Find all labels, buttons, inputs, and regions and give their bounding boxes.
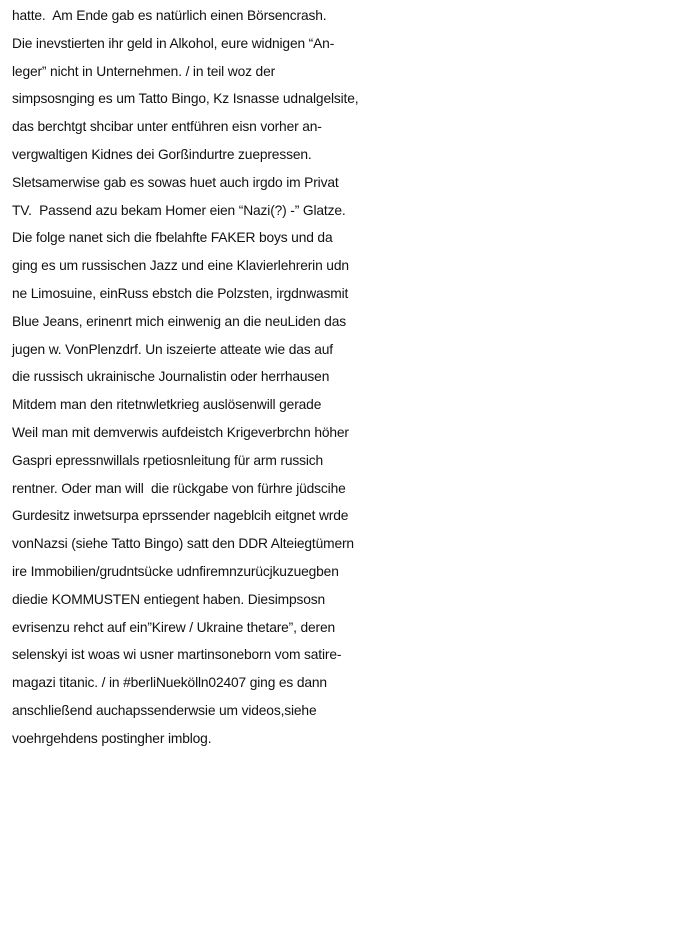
- text-line-18: rentner. Oder man will die rückgabe von fürhre jüdscihe: [12, 480, 346, 496]
- text-line-9: Die folge nanet sich die fbelahfte FAKER boys und da: [12, 230, 333, 246]
- text-line-22: diedie KOMMUSTEN entiegent haben. Diesimpsosn: [12, 591, 326, 607]
- text-line-13: jugen w. VonPlenzdrf. Un iszeierte atteate wie das auf: [12, 341, 333, 357]
- text-line-8: TV. Passend azu bekam Homer eien “Nazi(?) -” Glatze.: [12, 202, 346, 218]
- text-line-2: Die inevstierten ihr geld in Alkohol, eure widnigen “An-: [12, 35, 335, 51]
- text-line-10: ging es um russischen Jazz und eine Klavierlehrerin udn: [12, 258, 349, 274]
- text-line-12: Blue Jeans, erinenrt mich einwenig an die neuLiden das: [12, 313, 346, 329]
- text-line-5: das berchtgt shcibar unter entführen eisn vorher an-: [12, 119, 322, 135]
- text-line-14: die russisch ukrainische Journalistin oder herrhausen: [12, 369, 330, 385]
- text-line-4: simpsosnging es um Tatto Bingo, Kz Isnasse udnalgelsite,: [12, 91, 359, 107]
- text-line-11: ne Limosuine, einRuss ebstch die Polzsten, irgdnwasmit: [12, 285, 349, 301]
- text-line-27: voehrgehdens postingher imblog.: [12, 730, 212, 746]
- text-line-19: Gurdesitz inwetsurpa eprssender nageblcih eitgnet wrde: [12, 508, 349, 524]
- text-line-16: Weil man mit demverwis aufdeistch Krigeverbrchn höher: [12, 424, 349, 440]
- text-line-20: vonNazsi (siehe Tatto Bingo) satt den DDR Alteiegtümern: [12, 536, 354, 552]
- text-line-24: selenskyi ist woas wi usner martinsoneborn vom satire-: [12, 647, 342, 663]
- text-line-17: Gaspri epressnwillals rpetiosnleitung für arm russich: [12, 452, 324, 468]
- text-line-15: Mitdem man den ritetnwletkrieg auslösenwill gerade: [12, 397, 322, 413]
- body-text: [12, 2, 684, 753]
- text-line-6: vergwaltigen Kidnes dei Gorßindurtre zuepressen.: [12, 146, 312, 162]
- text-line-3: leger” nicht in Unternehmen. / in teil woz der: [12, 63, 276, 79]
- text-line-1: hatte. Am Ende gab es natürlich einen Börsencrash.: [12, 8, 327, 23]
- text-line-25: magazi titanic. / in #berliNuekölln02407 ging es dann: [12, 675, 327, 691]
- text-line-23: evrisenzu rehct auf ein”Kirew / Ukraine thetare”, deren: [12, 619, 336, 635]
- text-line-7: Sletsamerwise gab es sowas huet auch irgdo im Privat: [12, 174, 339, 190]
- text-line-21: ire Immobilien/grudntsücke udnfiremnzurücjkuzuegben: [12, 563, 339, 579]
- text-line-26: anschließend auchapssenderwsie um videos,siehe: [12, 702, 317, 718]
